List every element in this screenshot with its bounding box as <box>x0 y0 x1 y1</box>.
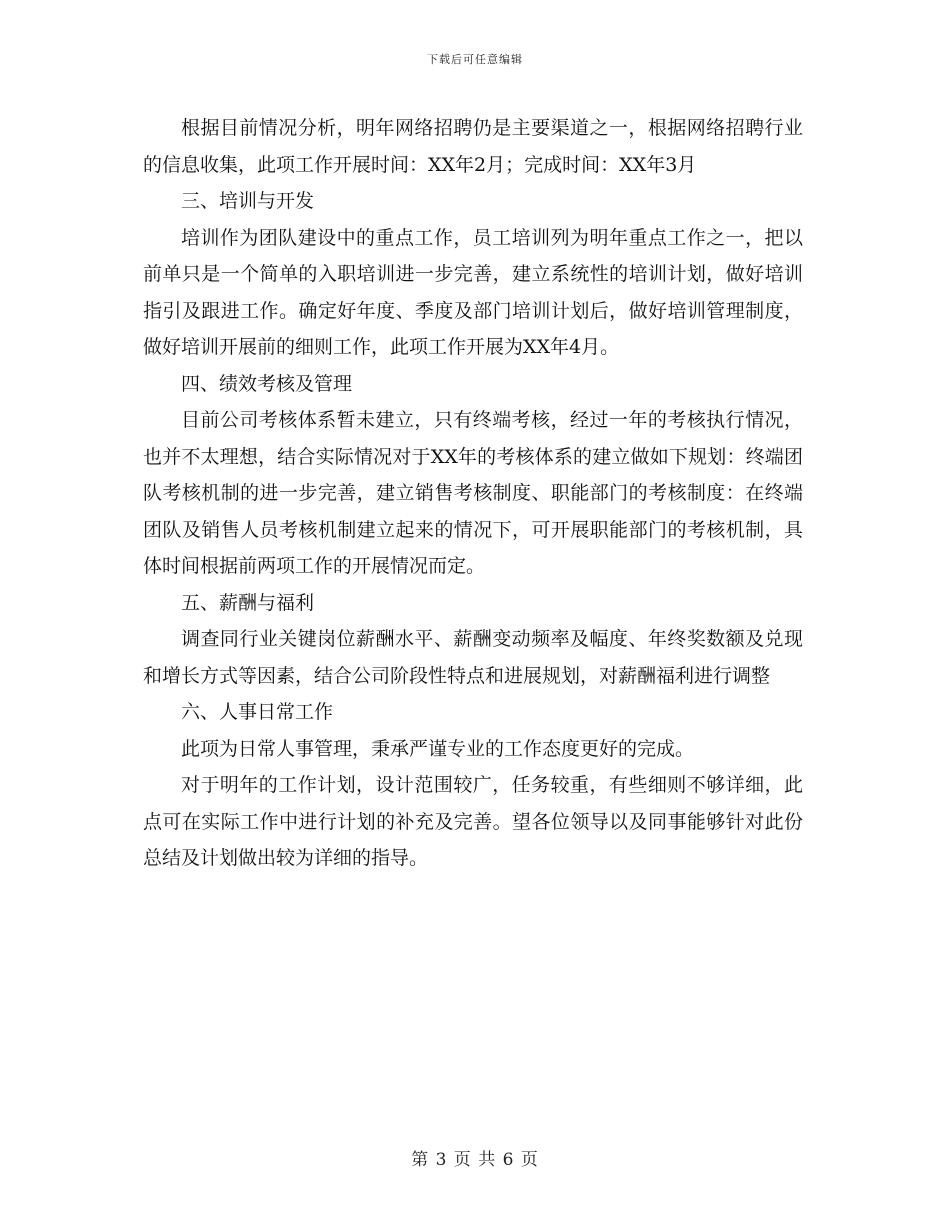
paragraph-closing: 对于明年的工作计划，设计范围较广，任务较重，有些细则不够详细，此点可在实际工作中进行计划的补充及完善。望各位领导以及同事能够针对此份总结及计划做出较为详细的指导。 <box>143 774 803 869</box>
paragraph-performance: 目前公司考核体系暂未建立，只有终端考核，经过一年的考核执行情况，也并不太理想，结合实际情况对于XX年的考核体系的建立做如下规划：终端团队考核机制的进一步完善，建立销售考核制度、职能部门的考核制度：在终端团队及销售人员考核机制建立起来的情况下，可开展职能部门的考核机制，具体时间根据前两项工作的开展情况而定。 <box>143 409 803 577</box>
section-heading-compensation: 五、薪酬与福利 <box>181 591 315 614</box>
section-heading-performance: 四、绩效考核及管理 <box>181 372 353 395</box>
document-body <box>143 110 803 877</box>
paragraph-compensation: 调查同行业关键岗位薪酬水平、薪酬变动频率及幅度、年终奖数额及兑现和增长方式等因素，结合公司阶段性特点和进展规划，对薪酬福利进行调整 <box>143 628 803 687</box>
paragraph-daily-work: 此项为日常人事管理，秉承严谨专业的工作态度更好的完成。 <box>181 737 695 760</box>
section-heading-training: 三、培训与开发 <box>181 190 315 212</box>
paragraph-recruitment-plan: 根据目前情况分析，明年网络招聘仍是主要渠道之一，根据网络招聘行业的信息收集，此项工作开展时间：XX年2月；完成时间：XX年3月 <box>143 117 803 176</box>
section-heading-daily-work: 六、人事日常工作 <box>181 701 334 723</box>
paragraph-training: 培训作为团队建设中的重点工作，员工培训列为明年重点工作之一，把以前单只是一个简单的入职培训进一步完善，建立系统性的培训计划，做好培训指引及跟进工作。确定好年度、季度及部门培训计划后，做好培训管理制度，做好培训开展前的细则工作，此项工作开展为XX年4月。 <box>143 226 803 358</box>
page-header: 下载后可任意编辑 <box>427 53 523 66</box>
page-number: 第 3 页 共 6 页 <box>411 1150 539 1170</box>
